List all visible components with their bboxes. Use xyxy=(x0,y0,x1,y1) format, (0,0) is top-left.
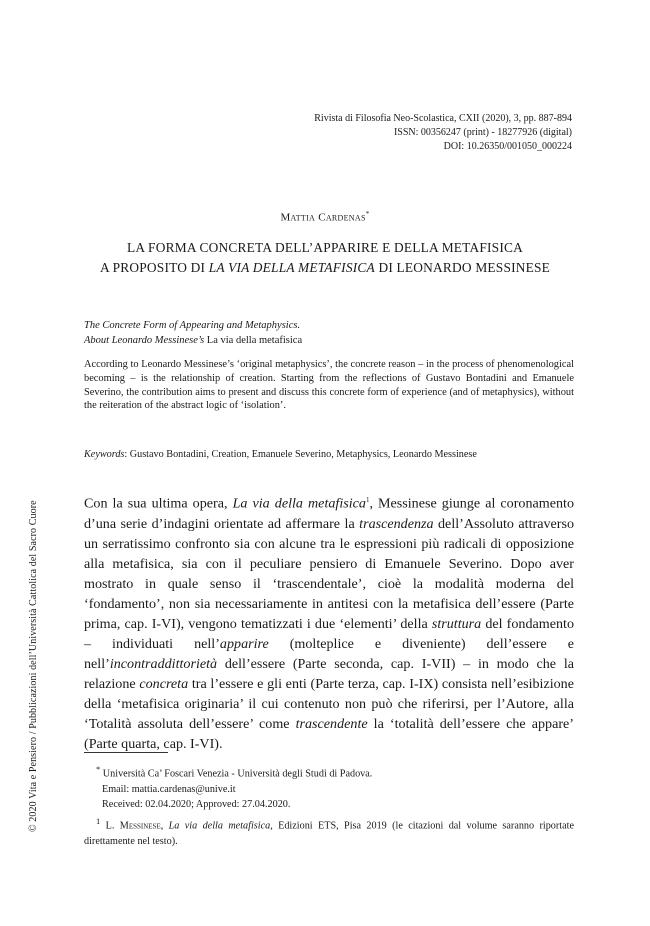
footnote-book-title: La via della metafisica xyxy=(168,820,271,832)
body-italic-run: apparire xyxy=(219,635,269,652)
body-text-run: dell’Assoluto attraverso un serratissimo confronto sia con alcune tra le espressioni più radicali di opposizione alla metafisica, sia con il peculiare pensiero di Emanuele Severino. Dopo aver mostrato in quale senso il ‘trascendentale’, cioè la modalità moderna del ‘fondamento’, non sia necessariamente in antitesi con la metafisica dell’essere (Parte prima, cap. I-VI), vengono tematizzati i due ‘elementi’ della xyxy=(84,515,574,632)
article-author xyxy=(0,210,650,224)
title-line-2 xyxy=(0,258,650,278)
received-dates: Received: 02.04.2020; Approved: 27.04.2020. xyxy=(102,799,291,811)
body-italic-run: trascendente xyxy=(295,715,368,732)
body-italic-run: trascendenza xyxy=(359,515,434,532)
english-title xyxy=(84,318,574,348)
body-italic-run: struttura xyxy=(431,615,482,632)
footnote-rest: , Edizioni ETS, Pisa 2019 (le citazioni dal volume saranno riportate direttamente nel testo). xyxy=(84,820,574,847)
body-italic-run: La via della metafisica xyxy=(232,495,366,512)
footnote-number: 1 xyxy=(96,816,101,826)
author-footnote-mark: * xyxy=(365,210,370,218)
keywords-label: Keywords xyxy=(84,449,125,460)
title-line-1: LA FORMA CONCRETA DELL’APPARIRE E DELLA METAFISICA xyxy=(127,240,523,255)
body-text-run: dell’essere (Parte seconda, cap. I-VII) – in modo che la relazione xyxy=(84,655,574,692)
author-note-mark: * xyxy=(96,764,101,774)
author-footnote xyxy=(96,762,566,813)
keywords-values: Gustavo Bontadini, Creation, Emanuele Severino, Metaphysics, Leonardo Messinese xyxy=(129,449,477,460)
body-paragraph xyxy=(84,490,574,754)
journal-issn: ISSN: 00356247 (print) - 18277926 (digital) xyxy=(393,127,572,138)
body-italic-run: incontraddittorietà xyxy=(109,655,218,672)
author-affiliation xyxy=(96,762,566,782)
journal-citation: Rivista di Filosofia Neo-Scolastica, CXII (2020), 3, pp. 887-894 xyxy=(314,113,572,124)
body-text-run: del fondamento – individuati nell’ xyxy=(84,615,574,652)
body-text-run: la ‘totalità dell’essere che appare’ (Parte quarta, cap. I-VI). xyxy=(84,715,574,752)
footnote-author-initial: L. xyxy=(100,820,120,832)
footnote-sep: , xyxy=(160,820,169,832)
english-title-line-1: The Concrete Form of Appearing and Metaphysics. xyxy=(84,320,301,331)
affiliation-text: Università Ca’ Foscari Venezia - Università degli Studi di Padova. xyxy=(100,768,373,780)
author-name: Mattia Cardenas xyxy=(280,211,366,224)
keywords-sep: : xyxy=(124,449,130,460)
abstract: According to Leonardo Messinese’s ‘original metaphysics’, the concrete reason – in the process of phenomenological becoming – is the relationship of creation. Starting from the reflections of Gustavo Bontadini and Emanuele Severino, the contribution aims to present and discuss this concrete form of experience (and of metaphysics), without the reiteration of the abstract logic of ‘isolation’. xyxy=(84,359,574,412)
article-title xyxy=(0,238,650,278)
journal-header xyxy=(314,112,572,154)
body-text-run: (molteplice e diveniente) dell’essere e nell’ xyxy=(84,635,574,672)
footnote-ref-1: 1 xyxy=(365,496,370,504)
journal-doi: DOI: 10.26350/001050_000224 xyxy=(443,141,572,152)
title-book-name: LA VIA DELLA METAFISICA xyxy=(208,260,375,275)
english-title-line-2-italic: About Leonardo Messinese’s xyxy=(84,335,205,346)
footnote-1 xyxy=(84,814,574,849)
body-text-run: tra l’essere e gli enti (Parte terza, cap. I-IX) consista nell’esibizione della ‘metafisica originaria’ il cui contenuto non può che riferirsi, per l’Autore, alla ‘Totalità assoluta dell’essere’ come xyxy=(84,675,574,732)
keywords xyxy=(84,448,584,462)
title-line-2-post: DI LEONARDO MESSINESE xyxy=(374,260,551,275)
title-line-2-pre: A PROPOSITO DI xyxy=(99,260,209,275)
footnote-author-name: Messinese xyxy=(119,820,161,832)
english-title-line-2-roman: La via della metafisica xyxy=(204,335,303,346)
body-text-run: , Messinese giunge al coronamento d’una serie d’indagini orientate ad affermare la xyxy=(84,495,574,532)
body-italic-run: concreta xyxy=(139,675,189,692)
copyright-vertical: © 2020 Vita e Pensiero / Pubblicazioni dell’Università Cattolica del Sacro Cuore xyxy=(28,500,39,832)
body-text-run: Con la sua ultima opera, xyxy=(84,495,233,512)
footnote-divider xyxy=(84,752,168,753)
author-email: Email: mattia.cardenas@unive.it xyxy=(102,783,236,795)
